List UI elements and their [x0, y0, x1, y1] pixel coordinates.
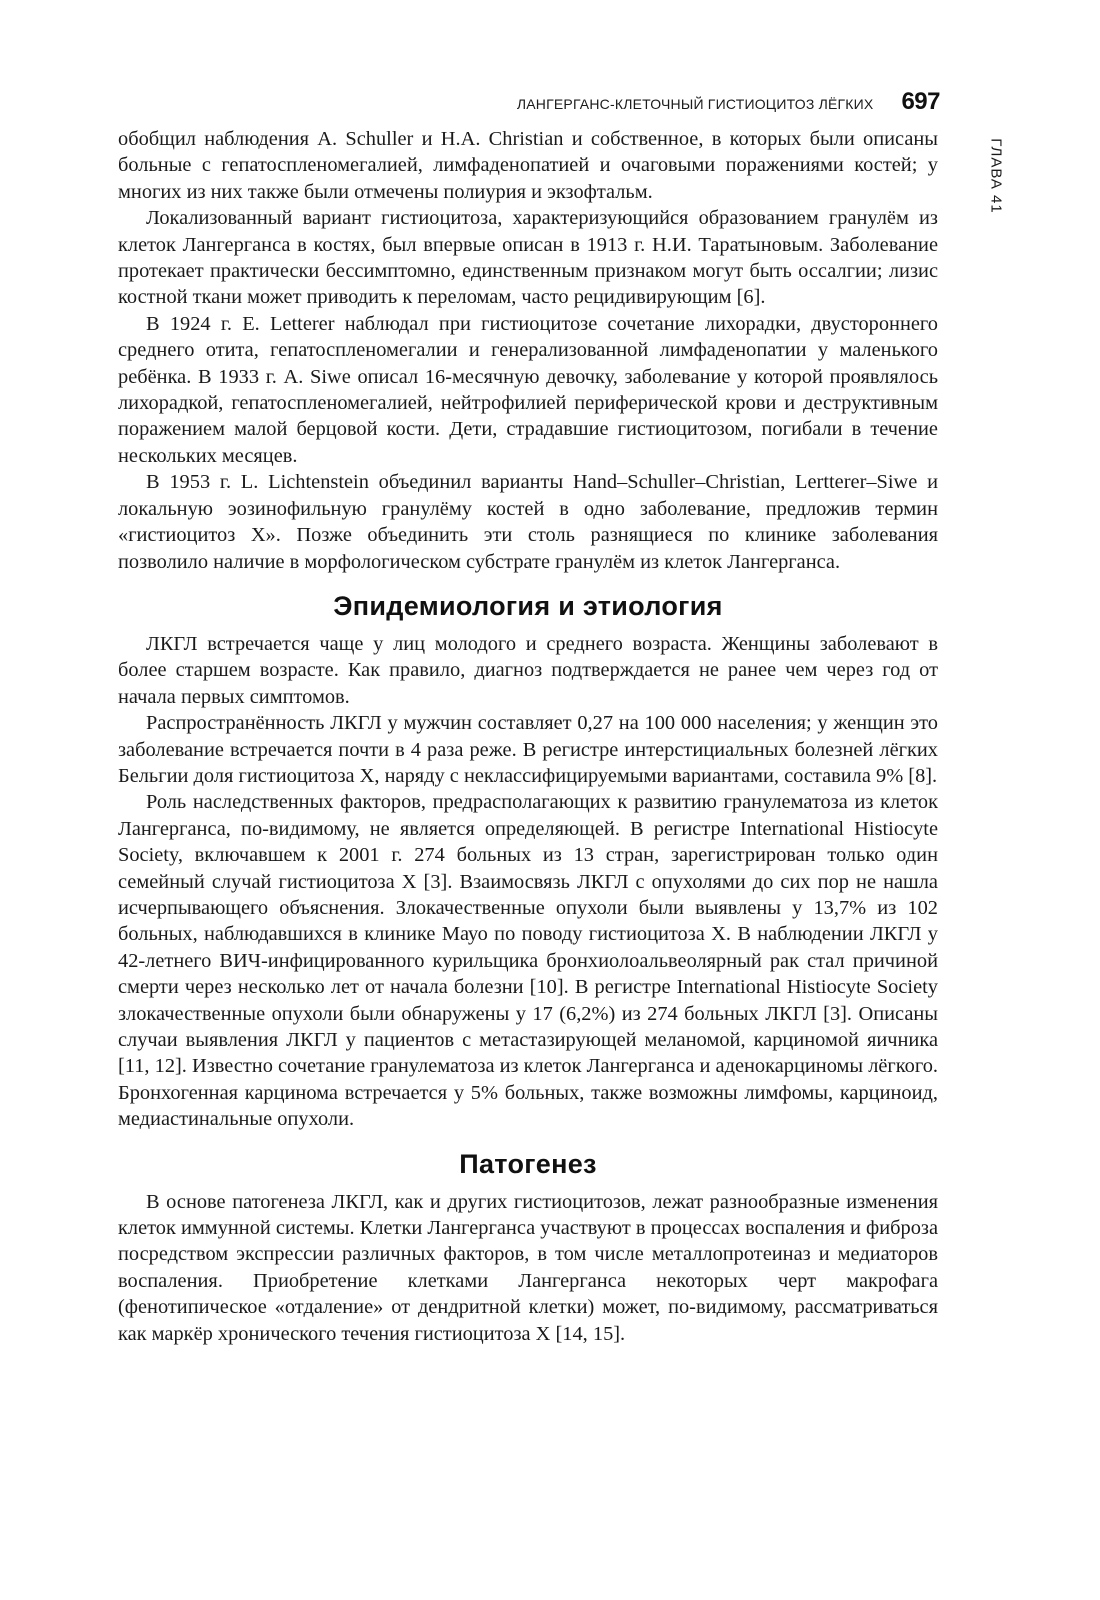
section-heading-pathogenesis: Патогенез	[459, 1148, 597, 1179]
chapter-tab	[976, 136, 1016, 216]
paragraph: Роль наследственных факторов, предрасполагающих к развитию гранулематоза из клеток Лангерганса, по-видимому, не является определяющей. В регистре International Histiocyte Society, включавшем к 2001 г. 274 больных из 13 стран, зарегистрирован только один семейный случай гистиоцитоза Х [3]. Взаимосвязь ЛКГЛ с опухолями до сих пор не нашла исчерпывающего объяснения. Злокачественные опухоли были выявлены у 13,7% из 102 больных, наблюдавшихся в клинике Мауо по поводу гистиоцитоза Х. В наблюдении ЛКГЛ у 42-летнего ВИЧ-инфицированного курильщика бронхиолоальвеолярный рак стал причиной смерти через несколько лет от начала болезни [10]. В регистре International Histiocyte Society злокачественные опухоли были обнаружены у 17 (6,2%) из 274 больных ЛКГЛ [3]. Описаны случаи выявления ЛКГЛ у пациентов с метастазирующей меланомой, карциномой яичника [11, 12]. Известно сочетание гранулематоза из клеток Лангерганса и аденокарциномы лёгкого. Бронхогенная карцинома встречается у 5% больных, также возможны лимфомы, карциноид, медиастинальные опухоли.	[118, 791, 939, 1131]
paragraph: В основе патогенеза ЛКГЛ, как и других гистиоцитозов, лежат разнообразные изменения клеток иммунной системы. Клетки Лангерганса участвуют в процессах воспаления и фиброза посредством экспрессии различных факторов, в том числе металлопротеиназ и медиаторов воспаления. Приобретение клетками Лангерганса некоторых черт макрофага (фенотипическое «отдаление» от дендритной клетки) может, по-видимому, рассматриваться как маркёр хронического течения гистиоцитоза Х [14, 15].	[118, 1190, 938, 1345]
paragraph: Локализованный вариант гистиоцитоза, характеризующийся образованием гранулём из клеток Лангерганса в костях, был впервые описан в 1913 г. Н.И. Таратыновым. Заболевание протекает практически бессимптомно, единственным признаком могут быть оссалгии; лизис костной ткани может приводить к переломам, часто рецидивирующим [6].	[118, 207, 938, 309]
section-heading-epidemiology: Эпидемиология и этиология	[333, 590, 723, 621]
body-text	[118, 126, 938, 1347]
paragraph: Распространённость ЛКГЛ у мужчин составляет 0,27 на 100 000 населения; у женщин это заболевание встречается почти в 4 раза реже. В регистре интерстициальных болезней лёгких Бельгии доля гистиоцитоза Х, наряду с неклассифицируемыми вариантами, составила 9% [8].	[118, 712, 938, 787]
running-header	[118, 88, 940, 118]
paragraph: В 1924 г. E. Letterer наблюдал при гистиоцитозе сочетание лихорадки, двустороннего среднего отита, гепатоспленомегалии и генерализованной лимфаденопатии у маленького ребёнка. В 1933 г. A. Siwe описал 16-месячную девочку, заболевание у которой проявлялось лихорадкой, гепатоспленомегалией, нейтрофилией периферической крови и деструктивным поражением малой берцовой кости. Дети, страдавшие гистиоцитозом, погибали в течение нескольких месяцев.	[118, 312, 938, 467]
paragraph: ЛКГЛ встречается чаще у лиц молодого и среднего возраста. Женщины заболевают в более старшем возрасте. Как правило, диагноз подтверждается не ранее чем через год от начала первых симптомов.	[118, 632, 938, 708]
running-title: ЛАНГЕРГАНС-КЛЕТОЧНЫЙ ГИСТИОЦИТОЗ ЛЁГКИХ	[516, 96, 874, 112]
page-number: 697	[901, 88, 940, 115]
chapter-label: ГЛАВА 41	[987, 138, 1005, 214]
paragraph: обобщил наблюдения A. Schuller и H.A. Christian и собственное, в которых были описаны больные с гепатоспленомегалией, лимфаденопатией и очаговыми поражениями костей; у многих из них также были отмечены полиурия и экзофтальм.	[118, 128, 938, 203]
paragraph: В 1953 г. L. Lichtenstein объединил варианты Hand–Schuller–Christian, Lertterer–Siwe и локальную эозинофильную гранулёму костей в одно заболевание, предложив термин «гистиоцитоз Х». Позже объединить эти столь разнящиеся по клинике заболевания позволило наличие в морфологическом субстрате гранулём из клеток Лангерганса.	[118, 471, 938, 573]
